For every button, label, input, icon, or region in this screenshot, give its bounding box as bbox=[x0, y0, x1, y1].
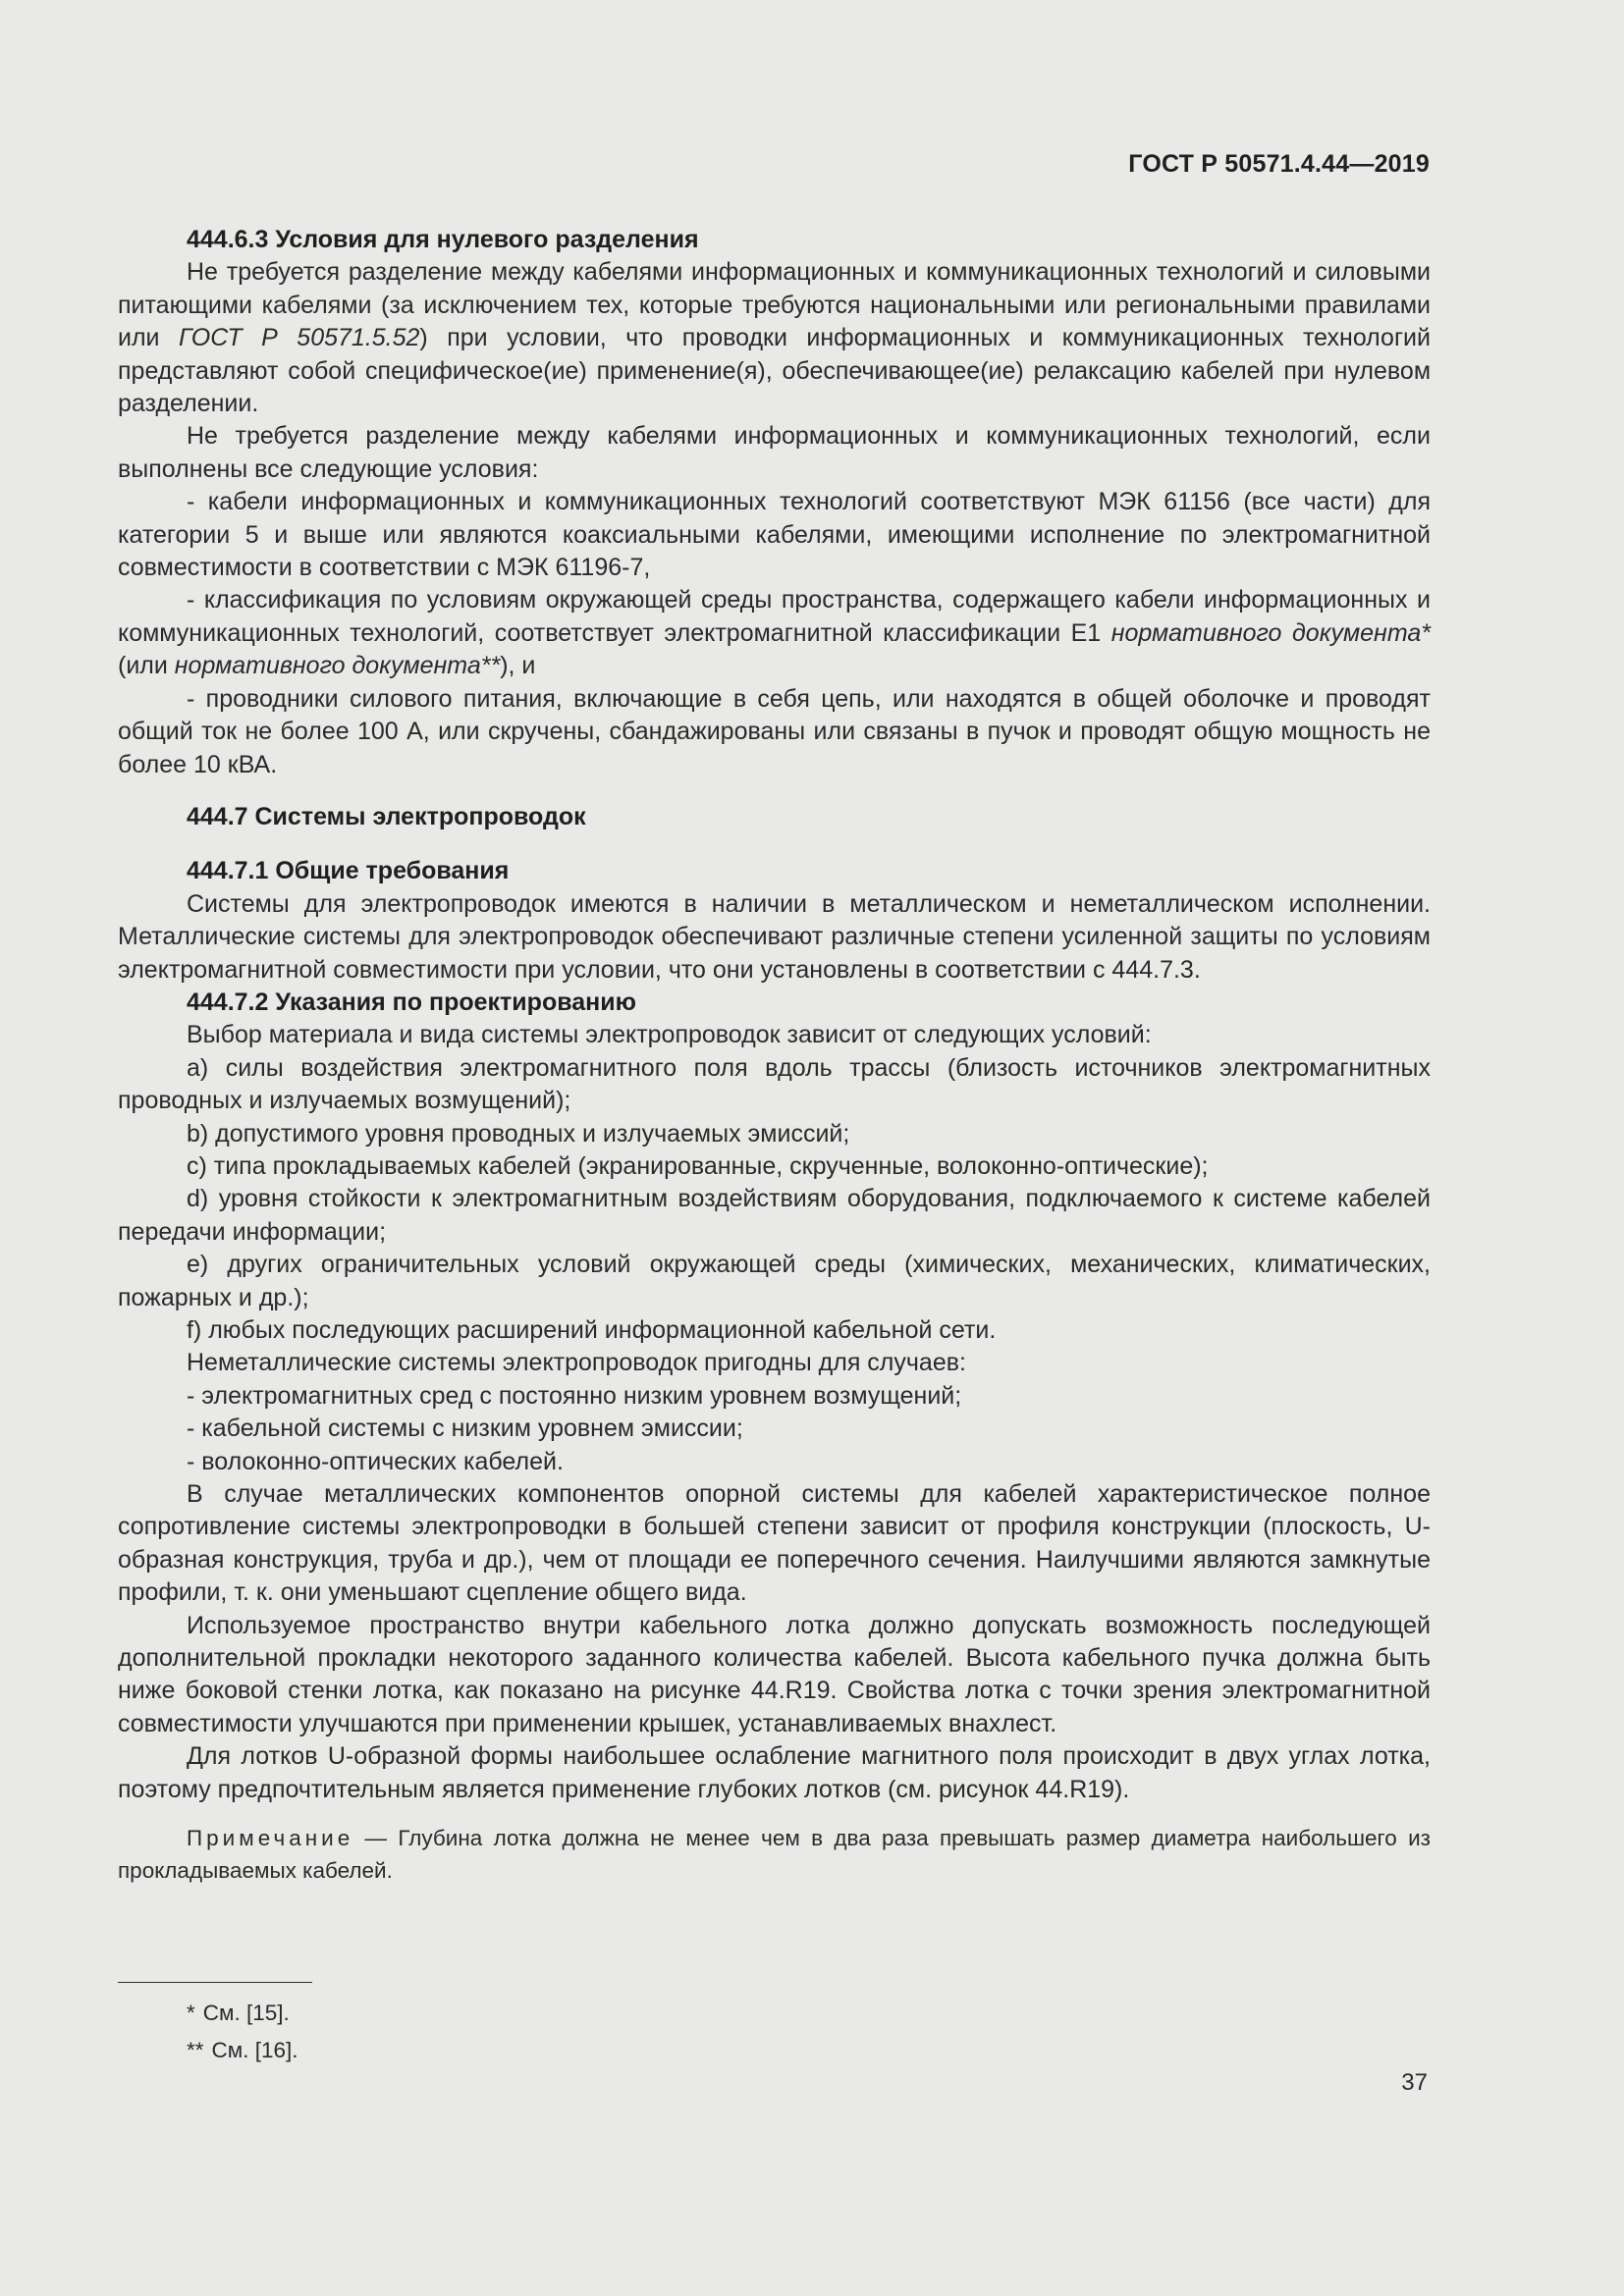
note bbox=[118, 1822, 1431, 1887]
section-heading-444-7-1: 444.7.1 Общие требования bbox=[187, 857, 510, 885]
footnote-divider bbox=[118, 1982, 312, 1983]
paragraph: Выбор материала и вида системы электропроводок зависит от следующих условий: bbox=[187, 1021, 1152, 1049]
paragraph: В случае металлических компонентов опорной системы для кабелей характеристическое полное сопротивление системы электропроводки в большей степени зависит от профиля конструкции (плоскость, U-образная конструкция, труба и др.), чем от площади ее поперечного сечения. Наилучшими являются замкнутые профили, т. к. они уменьшают сцепление общего вида. bbox=[118, 1480, 1431, 1607]
paragraph: Неметаллические системы электропроводок пригодны для случаев: bbox=[187, 1349, 966, 1377]
paragraph: Системы для электропроводок имеются в наличии в металлическом и неметаллическом исполнении. Металлические системы для электропроводок обеспечивают различные степени усиленной защиты по условиям электромагнитной совместимости при условии, что они установлены в соответствии с 444.7.3. bbox=[118, 889, 1431, 984]
reference-link: нормативного документа* bbox=[1110, 618, 1431, 647]
footnote: ** См. [16]. bbox=[187, 2038, 298, 2062]
list-item: - кабельной системы с низким уровнем эмиссии; bbox=[187, 1415, 743, 1443]
section-heading-444-6-3: 444.6.3 Условия для нулевого разделения bbox=[187, 226, 699, 253]
list-item: - электромагнитных сред с постоянно низким уровнем возмущений; bbox=[187, 1381, 962, 1410]
footnote: * См. [15]. bbox=[187, 2001, 290, 2025]
paragraph: Для лотков U-образной формы наибольшее ослабление магнитного поля происходит в двух углах лотка, поэтому предпочтительным является применение глубоких лотков (см. рисунок 44.R19). bbox=[118, 1742, 1431, 1803]
list-item: a) силы воздействия электромагнитного поля вдоль трассы (близость источников электромагнитных проводных и излучаемых возмущений); bbox=[118, 1053, 1431, 1115]
list-item: e) других ограничительных условий окружающей среды (химических, механических, климатических, пожарных и др.); bbox=[118, 1251, 1431, 1311]
list-item: d) уровня стойкости к электромагнитным воздействиям оборудования, подключаемого к системе кабелей передачи информации; bbox=[118, 1185, 1431, 1246]
footnotes bbox=[187, 1995, 298, 2069]
reference-link: ГОСТ Р 50571.5.52 bbox=[178, 324, 420, 352]
list-item: f) любых последующих расширений информационной кабельной сети. bbox=[187, 1316, 997, 1344]
list-item: - проводники силового питания, включающие в себя цепь, или находятся в общей оболочке и проводят общий ток не более 100 А, или скручены, сбандажированы или связаны в пучок и проводят общую мощность не более 10 кВА. bbox=[118, 684, 1431, 778]
list-item: - кабели информационных и коммуникационных технологий соответствуют МЭК 61156 (все части) для категории 5 и выше или являются коаксиальными кабелями, имеющими исполнение по электромагнитной совместимости в соответствии с МЭК 61196-7, bbox=[118, 488, 1431, 582]
list-item: - волоконно-оптических кабелей. bbox=[187, 1447, 564, 1475]
section-heading-444-7-2: 444.7.2 Указания по проектированию bbox=[187, 988, 636, 1016]
document-header: ГОСТ Р 50571.4.44—2019 bbox=[1128, 150, 1430, 178]
page-number: 37 bbox=[1401, 2069, 1428, 2096]
reference-link: нормативного документа** bbox=[174, 652, 501, 680]
section-heading-444-7: 444.7 Системы электропроводок bbox=[187, 802, 586, 830]
list-item: - классификация по условиям окружающей среды пространства, содержащего кабели информационных и коммуникационных технологий, соответствует электромагнитной классификации E1 нормативного документа* (или нормативного документа**), и bbox=[118, 586, 1431, 680]
paragraph: Не требуется разделение между кабелями информационных и коммуникационных технологий и силовыми питающими кабелями (за исключением тех, которые требуются национальными или региональными правилами или ГОСТ Р 50571.5.52) при условии, что проводки информационных и коммуникационных технологий представляют собой специфическое(ие) применение(я), обеспечивающее(ие) релаксацию кабелей при нулевом разделении. bbox=[118, 258, 1431, 418]
list-item: c) типа прокладываемых кабелей (экранированные, скрученные, волоконно-оптические); bbox=[187, 1151, 1209, 1180]
note-text: — Глубина лотка должна не менее чем в два раза превышать размер диаметра наибольшего из прокладываемых кабелей. bbox=[118, 1826, 1431, 1884]
paragraph: Не требуется разделение между кабелями информационных и коммуникационных технологий, если выполнены все следующие условия: bbox=[118, 422, 1431, 483]
note-label: Примечание bbox=[187, 1826, 354, 1851]
paragraph: Используемое пространство внутри кабельного лотка должно допускать возможность последующей дополнительной прокладки некоторого заданного количества кабелей. Высота кабельного пучка должна быть ниже боковой стенки лотка, как показано на рисунке 44.R19. Свойства лотка с точки зрения электромагнитной совместимости улучшаются при применении крышек, устанавливаемых внахлест. bbox=[118, 1611, 1431, 1737]
page-content bbox=[118, 224, 1431, 1887]
list-item: b) допустимого уровня проводных и излучаемых эмиссий; bbox=[187, 1119, 850, 1148]
